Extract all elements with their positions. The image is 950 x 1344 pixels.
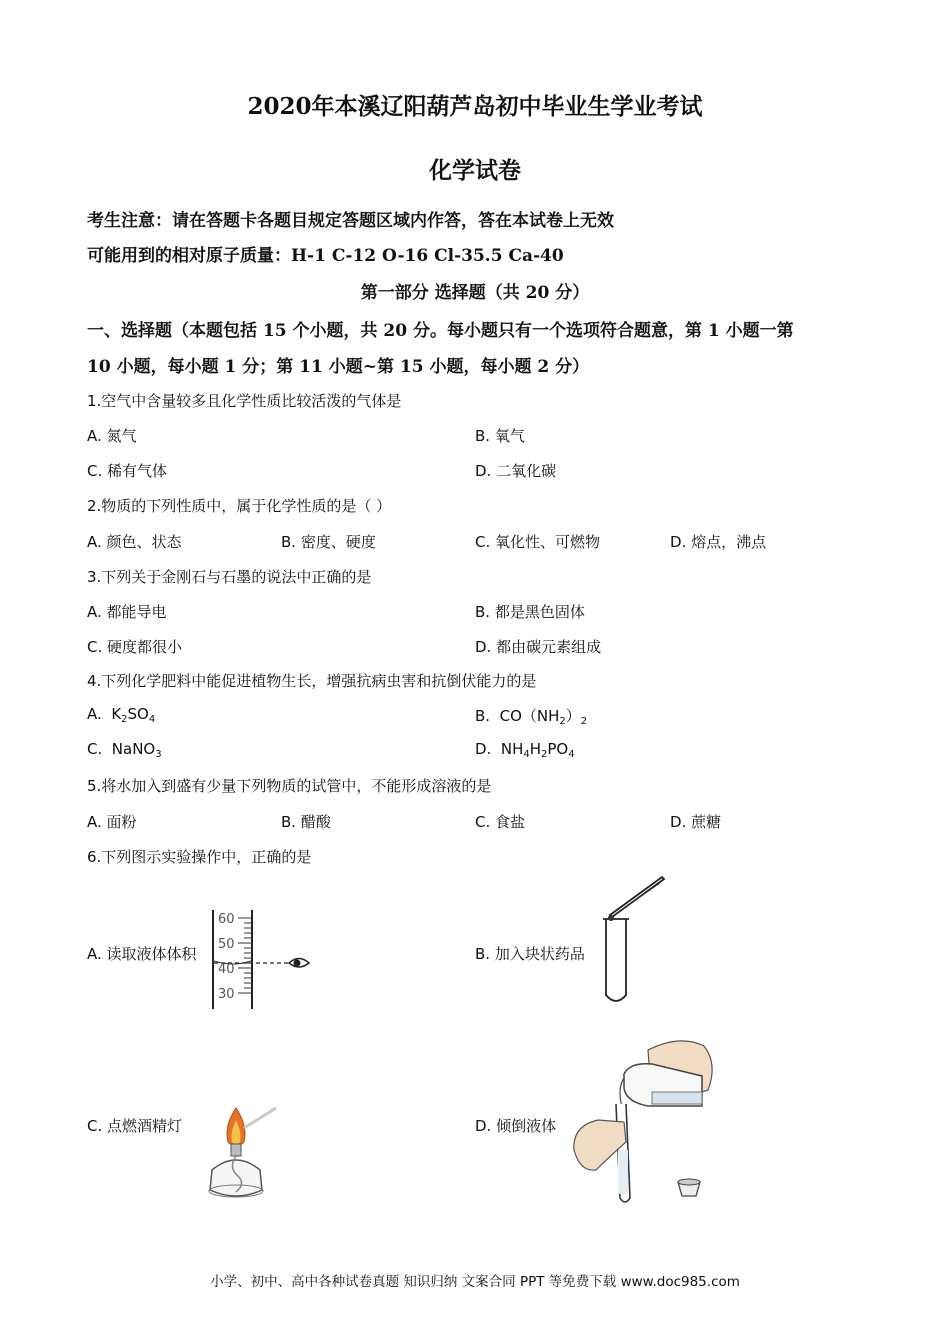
q5-option-a[interactable]: A. 面粉 — [87, 813, 137, 831]
test-tube-tweezers-figure — [600, 875, 675, 1010]
q4-option-a-label: A. — [87, 705, 112, 723]
tick-label-50: 50 — [218, 937, 235, 952]
page-footer: 小学、初中、高中各种试卷真题 知识归纳 文案合同 PPT 等免费下载 www.doc985.com — [210, 1274, 740, 1290]
tick-label-60: 60 — [218, 912, 235, 927]
formula-k2so4: $K_2SO_4$ — [111, 705, 156, 725]
tick-label-40: 40 — [218, 962, 235, 977]
q4-option-a[interactable] — [87, 705, 155, 725]
q4-option-c[interactable] — [87, 740, 162, 760]
question-1: 1.空气中含量较多且化学性质比较活泼的气体是 — [87, 392, 402, 410]
q1-option-c[interactable]: C. 稀有气体 — [87, 462, 168, 480]
exam-title: 2020年本溪辽阳葫芦岛初中毕业生学业考试 — [247, 93, 703, 120]
q2-option-c[interactable]: C. 氧化性、可燃物 — [475, 533, 601, 551]
graduated-cylinder-figure — [205, 905, 315, 1015]
section-heading-line1: 一、选择题（本题包括 15 个小题，共 20 分。每小题只有一个选项符合题意，第 1 小题一第 — [87, 321, 794, 341]
question-2: 2.物质的下列性质中，属于化学性质的是（ ） — [87, 497, 392, 515]
q1-option-a[interactable]: A. 氮气 — [87, 427, 137, 445]
question-4: 4.下列化学肥料中能促进植物生长，增强抗病虫害和抗倒伏能力的是 — [87, 672, 537, 690]
q2-option-d[interactable]: D. 熔点，沸点 — [670, 533, 767, 551]
q2-option-a[interactable]: A. 颜色、状态 — [87, 533, 182, 551]
q6-option-d[interactable]: D. 倾倒液体 — [475, 1117, 557, 1135]
q4-option-b[interactable] — [475, 705, 587, 727]
q1-option-b[interactable]: B. 氧气 — [475, 427, 525, 445]
q4-option-c-label: C. — [87, 740, 112, 758]
q3-option-d[interactable]: D. 都由碳元素组成 — [475, 638, 602, 656]
formula-nano3: NaNO$_3$ — [111, 740, 162, 760]
question-3: 3.下列关于金刚石与石墨的说法中正确的是 — [87, 568, 372, 586]
tweezers-icon — [610, 877, 664, 917]
section-heading-line2: 10 小题，每小题 1 分；第 11 小题~第 15 小题，每小题 2 分） — [87, 357, 590, 377]
q5-option-b[interactable]: B. 醋酸 — [281, 813, 331, 831]
exam-subtitle: 化学试卷 — [429, 157, 521, 184]
pouring-liquid-figure — [568, 1030, 733, 1205]
q3-option-a[interactable]: A. 都能导电 — [87, 603, 167, 621]
q4-option-b-label: B. — [475, 707, 500, 725]
question-5: 5.将水加入到盛有少量下列物质的试管中，不能形成溶液的是 — [87, 777, 492, 795]
q5-option-c[interactable]: C. 食盐 — [475, 813, 526, 831]
part-heading: 第一部分 选择题（共 20 分） — [360, 283, 590, 303]
q3-option-c[interactable]: C. 硬度都很小 — [87, 638, 183, 656]
q2-option-b[interactable]: B. 密度、硬度 — [281, 533, 376, 551]
formula-nh4h2po4: $NH_4H_2PO_4$ — [500, 740, 575, 760]
q1-option-d[interactable]: D. 二氧化碳 — [475, 462, 557, 480]
tick-label-30: 30 — [218, 987, 235, 1002]
notice: 考生注意：请在答题卡各题目规定答题区域内作答，答在本试卷上无效 — [87, 211, 614, 231]
atomic-masses: 可能用到的相对原子质量：H-1 C-12 O-16 Cl-35.5 Ca-40 — [87, 246, 564, 266]
alcohol-lamp-figure — [198, 1098, 288, 1203]
q3-option-b[interactable]: B. 都是黑色固体 — [475, 603, 585, 621]
q6-option-b[interactable]: B. 加入块状药品 — [475, 945, 585, 963]
q4-option-d[interactable] — [475, 740, 575, 760]
q4-option-d-label: D. — [475, 740, 501, 758]
q6-option-c[interactable]: C. 点燃酒精灯 — [87, 1117, 183, 1135]
question-6: 6.下列图示实验操作中，正确的是 — [87, 848, 312, 866]
q5-option-d[interactable]: D. 蔗糖 — [670, 813, 722, 831]
q6-option-a[interactable]: A. 读取液体体积 — [87, 945, 197, 963]
formula-urea: $CO(NH_2)_2$ — [499, 707, 588, 727]
